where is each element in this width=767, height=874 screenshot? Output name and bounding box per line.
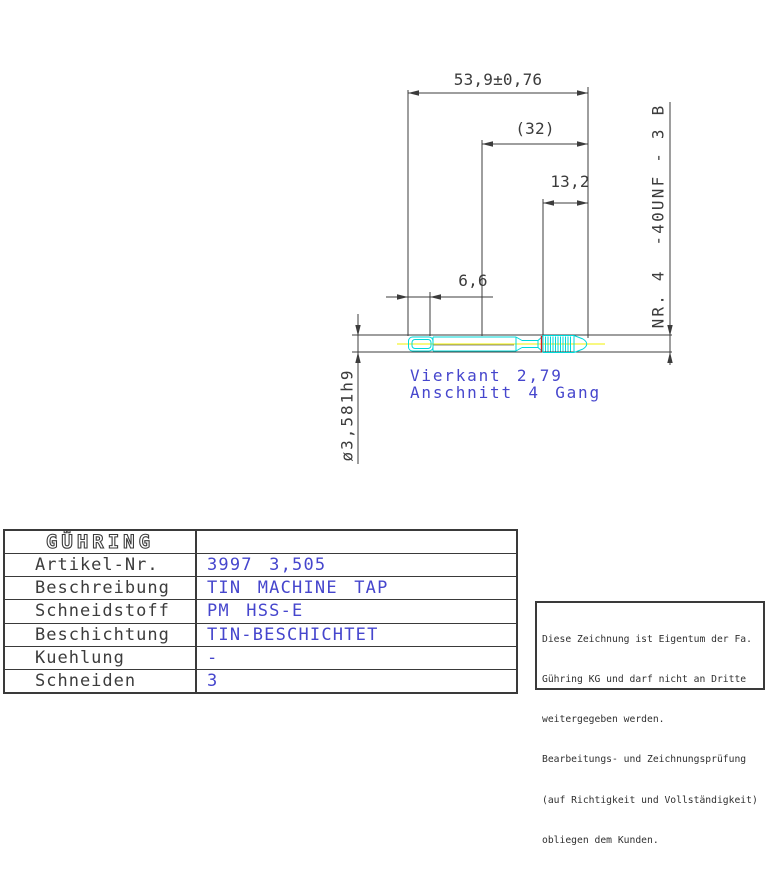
table-row-value: PM HSS-E xyxy=(207,601,304,622)
part-data-table xyxy=(3,529,518,694)
table-row-label: Schneiden xyxy=(5,670,197,692)
table-row-value: 3 xyxy=(207,670,219,691)
table-row xyxy=(5,553,516,576)
dim-overall-length: 53,9±0,76 xyxy=(453,70,543,89)
table-row xyxy=(5,646,516,669)
logo-row-empty-cell xyxy=(197,531,516,553)
table-row-label: Beschichtung xyxy=(5,624,197,646)
dim-thread-designation: NR. 4 -40UNF - 3 B xyxy=(648,103,668,329)
note-line: Bearbeitungs- und Zeichnungsprüfung xyxy=(542,754,747,766)
note-line: (auf Richtigkeit und Vollständigkeit) xyxy=(542,794,758,806)
note-line: Gühring KG und darf nicht an Dritte xyxy=(542,674,747,686)
table-header-row xyxy=(5,531,516,553)
table-row-label: Beschreibung xyxy=(5,577,197,599)
table-row-value: TIN-BESCHICHTET xyxy=(207,624,379,645)
table-row xyxy=(5,576,516,599)
table-row xyxy=(5,669,516,692)
table-row-label: Artikel-Nr. xyxy=(5,554,197,576)
dimension-and-extension-lines xyxy=(352,87,672,464)
label-vierkant: Vierkant 2,79 xyxy=(410,366,563,385)
guehring-logo: GÜHRING xyxy=(45,531,155,554)
note-line: weitergegeben werden. xyxy=(542,714,665,726)
table-row-label: Kuehlung xyxy=(5,647,197,669)
note-line: Diese Zeichnung ist Eigentum der Fa. xyxy=(542,633,752,645)
dim-reference-length: (32) xyxy=(515,119,555,138)
label-anschnitt: Anschnitt 4 Gang xyxy=(410,383,601,402)
dim-thread-length: 13,2 xyxy=(550,172,590,191)
table-row-value: - xyxy=(207,647,219,668)
table-row-value: 3997 3,505 xyxy=(207,555,327,576)
note-line: obliegen dem Kunden. xyxy=(542,834,659,846)
table-row xyxy=(5,623,516,646)
table-row-value: TIN MACHINE TAP xyxy=(207,578,389,599)
dim-square-length: 6,6 xyxy=(458,271,488,290)
table-row-label: Schneidstoff xyxy=(5,600,197,622)
ownership-note-box xyxy=(535,601,765,846)
table-row xyxy=(5,599,516,622)
dim-shank-diameter: ø3,581h9 xyxy=(337,368,357,462)
logo-cell xyxy=(5,531,197,553)
